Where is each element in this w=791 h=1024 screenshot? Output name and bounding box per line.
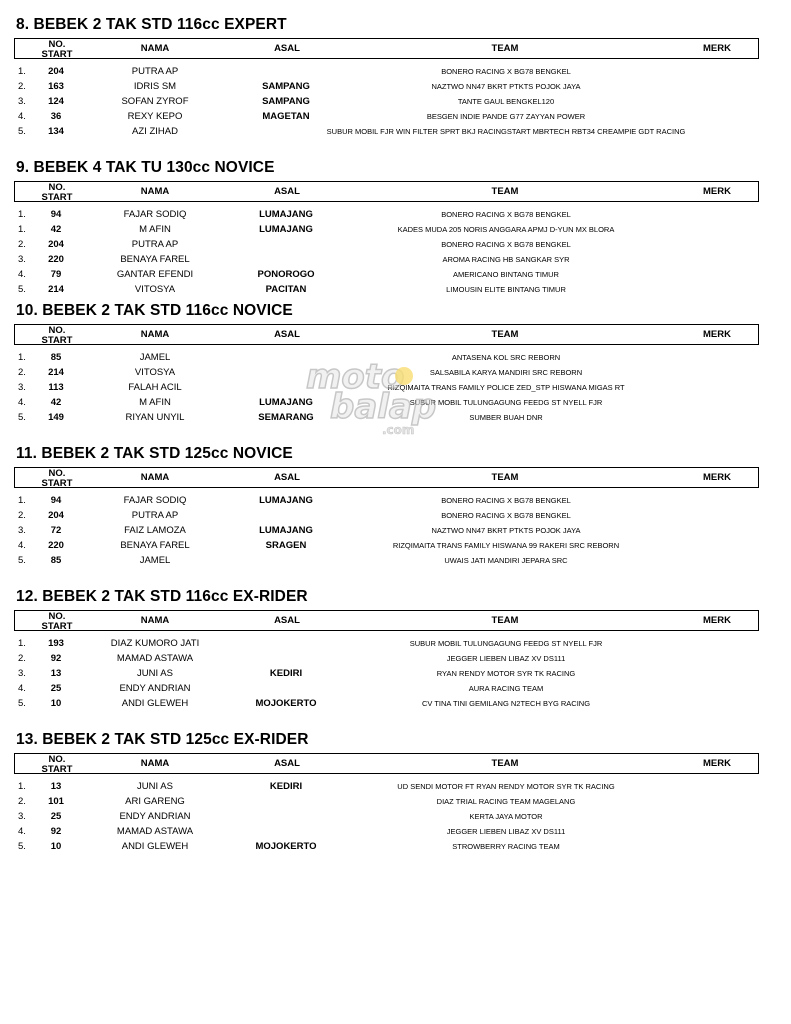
header-nama: NAMA <box>140 43 170 54</box>
table-header <box>14 467 759 488</box>
table-row <box>0 652 791 667</box>
row-origin: MOJOKERTO <box>255 841 317 852</box>
row-position: 2. <box>18 81 26 92</box>
table-row <box>0 208 791 223</box>
table-row <box>0 110 791 125</box>
table-row <box>0 366 791 381</box>
row-team: BONERO RACING X BG78 BENGKEL <box>441 496 571 505</box>
row-team: BONERO RACING X BG78 BENGKEL <box>441 210 571 219</box>
row-start-number: 214 <box>48 284 64 295</box>
section-title: 9. BEBEK 4 TAK TU 130cc NOVICE <box>16 159 275 176</box>
row-origin: KEDIRI <box>269 668 303 679</box>
table-row <box>0 351 791 366</box>
table-header <box>14 610 759 631</box>
row-team: UWAIS JATI MANDIRI JEPARA SRC <box>444 556 568 565</box>
row-team: TANTE GAUL BENGKEL120 <box>457 97 555 106</box>
row-team: NAZTWO NN47 BKRT PTKTS POJOK JAYA <box>431 82 581 91</box>
section-title: 10. BEBEK 2 TAK STD 116cc NOVICE <box>16 302 293 319</box>
header-merk: MERK <box>703 186 731 197</box>
row-team: KADES MUDA 205 NORIS ANGGARA APMJ D-YUN MX BLORA <box>397 225 615 234</box>
table-row <box>0 65 791 80</box>
row-team: AMERICANO BINTANG TIMUR <box>453 270 559 279</box>
row-team: SUMBER BUAH DNR <box>469 413 543 422</box>
row-position: 3. <box>18 668 26 679</box>
row-rider-name: ANDI GLEWEH <box>121 841 189 852</box>
table-row <box>0 637 791 652</box>
table-header <box>14 181 759 202</box>
row-position: 3. <box>18 811 26 822</box>
table-row <box>0 125 791 140</box>
header-asal: ASAL <box>274 472 300 483</box>
row-rider-name: JUNI AS <box>137 668 173 679</box>
table-row <box>0 411 791 426</box>
row-start-number: 220 <box>48 254 64 265</box>
row-rider-name: JAMEL <box>139 352 171 363</box>
header-team: TEAM <box>491 615 519 626</box>
header-merk: MERK <box>703 758 731 769</box>
watermark-word-1: moto <box>306 357 405 397</box>
table-row <box>0 268 791 283</box>
row-origin: LUMAJANG <box>259 525 313 536</box>
header-no-start: NO. START <box>41 754 73 775</box>
row-position: 5. <box>18 555 26 566</box>
row-team: SALSABILA KARYA MANDIRI SRC REBORN <box>429 368 583 377</box>
row-position: 5. <box>18 126 26 137</box>
row-rider-name: JAMEL <box>139 555 171 566</box>
section-title: 12. BEBEK 2 TAK STD 116cc EX-RIDER <box>16 588 308 605</box>
row-start-number: 204 <box>48 239 64 250</box>
row-start-number: 10 <box>50 698 62 709</box>
row-position: 2. <box>18 510 26 521</box>
row-origin: MAGETAN <box>262 111 310 122</box>
header-team: TEAM <box>491 472 519 483</box>
table-header <box>14 38 759 59</box>
row-position: 3. <box>18 382 26 393</box>
section-title: 11. BEBEK 2 TAK STD 125cc NOVICE <box>16 445 293 462</box>
table-row <box>0 80 791 95</box>
row-start-number: 25 <box>50 811 62 822</box>
row-position: 2. <box>18 367 26 378</box>
row-origin: LUMAJANG <box>259 495 313 506</box>
row-position: 2. <box>18 239 26 250</box>
row-position: 5. <box>18 841 26 852</box>
table-row <box>0 494 791 509</box>
row-start-number: 25 <box>50 683 62 694</box>
row-team: AROMA RACING HB SANGKAR SYR <box>442 255 570 264</box>
table-row <box>0 95 791 110</box>
table-row <box>0 396 791 411</box>
row-rider-name: AZI ZIHAD <box>132 126 178 137</box>
row-team: ANTASENA KOL SRC REBORN <box>451 353 561 362</box>
row-start-number: 42 <box>50 224 62 235</box>
row-origin: SAMPANG <box>262 96 310 107</box>
header-nama: NAMA <box>140 758 170 769</box>
row-start-number: 36 <box>50 111 62 122</box>
row-origin: PONOROGO <box>257 269 315 280</box>
row-origin: SEMARANG <box>258 412 314 423</box>
row-origin: MOJOKERTO <box>255 698 317 709</box>
row-team: LIMOUSIN ELITE BINTANG TIMUR <box>446 285 566 294</box>
row-position: 1. <box>18 638 26 649</box>
row-rider-name: VITOSYA <box>134 284 176 295</box>
header-team: TEAM <box>491 43 519 54</box>
header-no-start: NO. START <box>41 468 73 489</box>
row-start-number: 193 <box>48 638 64 649</box>
row-rider-name: PUTRA AP <box>131 239 179 250</box>
row-position: 4. <box>18 397 26 408</box>
table-row <box>0 810 791 825</box>
row-start-number: 42 <box>50 397 62 408</box>
row-rider-name: REXY KEPO <box>127 111 183 122</box>
row-rider-name: PUTRA AP <box>131 66 179 77</box>
row-start-number: 134 <box>48 126 64 137</box>
header-asal: ASAL <box>274 615 300 626</box>
row-start-number: 101 <box>48 796 64 807</box>
section-title: 8. BEBEK 2 TAK STD 116cc EXPERT <box>16 16 287 33</box>
header-merk: MERK <box>703 615 731 626</box>
table-row <box>0 539 791 554</box>
row-rider-name: PUTRA AP <box>131 510 179 521</box>
row-rider-name: SOFAN ZYROF <box>121 96 189 107</box>
row-team: BONERO RACING X BG78 BENGKEL <box>441 240 571 249</box>
row-position: 1. <box>18 781 26 792</box>
row-start-number: 124 <box>48 96 64 107</box>
table-row <box>0 524 791 539</box>
table-row <box>0 509 791 524</box>
header-nama: NAMA <box>140 472 170 483</box>
table-row <box>0 554 791 569</box>
row-start-number: 85 <box>50 352 62 363</box>
row-rider-name: FAJAR SODIQ <box>123 495 187 506</box>
row-position: 3. <box>18 254 26 265</box>
table-row <box>0 283 791 298</box>
row-start-number: 163 <box>48 81 64 92</box>
table-row <box>0 238 791 253</box>
row-team: AURA RACING TEAM <box>468 684 544 693</box>
row-team: RYAN RENDY MOTOR SYR TK RACING <box>436 669 576 678</box>
header-team: TEAM <box>491 329 519 340</box>
row-position: 5. <box>18 698 26 709</box>
header-no-start: NO. START <box>41 611 73 632</box>
header-asal: ASAL <box>274 758 300 769</box>
watermark-word-2: balap <box>330 387 437 427</box>
row-origin: SAMPANG <box>262 81 310 92</box>
row-position: 1. <box>18 209 26 220</box>
row-start-number: 10 <box>50 841 62 852</box>
table-row <box>0 253 791 268</box>
row-rider-name: MAMAD ASTAWA <box>116 653 194 664</box>
row-position: 3. <box>18 525 26 536</box>
header-no-start: NO. START <box>41 182 73 203</box>
row-rider-name: VITOSYA <box>134 367 176 378</box>
row-team: JEGGER LIEBEN LIBAZ XV DS111 <box>446 654 566 663</box>
row-start-number: 92 <box>50 826 62 837</box>
header-nama: NAMA <box>140 615 170 626</box>
row-start-number: 85 <box>50 555 62 566</box>
row-team: SUBUR MOBIL TULUNGAGUNG FEEDG ST NYELL FJR <box>409 398 603 407</box>
row-position: 5. <box>18 284 26 295</box>
row-rider-name: FAIZ LAMOZA <box>124 525 186 536</box>
row-rider-name: IDRIS SM <box>133 81 177 92</box>
row-position: 4. <box>18 269 26 280</box>
row-rider-name: BENAYA FAREL <box>120 540 190 551</box>
table-header <box>14 753 759 774</box>
header-team: TEAM <box>491 758 519 769</box>
table-row <box>0 381 791 396</box>
row-start-number: 13 <box>50 668 62 679</box>
header-asal: ASAL <box>274 329 300 340</box>
row-rider-name: JUNI AS <box>137 781 173 792</box>
row-rider-name: M AFIN <box>139 224 171 235</box>
header-merk: MERK <box>703 472 731 483</box>
row-team: UD SENDI MOTOR FT RYAN RENDY MOTOR SYR TK RACING <box>397 782 615 791</box>
row-start-number: 204 <box>48 66 64 77</box>
row-team: JEGGER LIEBEN LIBAZ XV DS111 <box>446 827 566 836</box>
row-start-number: 113 <box>48 382 64 393</box>
row-origin: KEDIRI <box>269 781 303 792</box>
row-team: DIAZ TRIAL RACING TEAM MAGELANG <box>436 797 576 806</box>
row-origin: LUMAJANG <box>259 209 313 220</box>
row-position: 4. <box>18 540 26 551</box>
row-team: SUBUR MOBIL FJR WIN FILTER SPRT BKJ RACINGSTART MBRTECH RBT34 CREAMPIE GDT RACING <box>326 127 686 136</box>
header-merk: MERK <box>703 43 731 54</box>
table-row <box>0 825 791 840</box>
table-header <box>14 324 759 345</box>
header-no-start: NO. START <box>41 39 73 60</box>
table-row <box>0 795 791 810</box>
row-rider-name: GANTAR EFENDI <box>116 269 194 280</box>
row-team: STROWBERRY RACING TEAM <box>452 842 560 851</box>
row-rider-name: ANDI GLEWEH <box>121 698 189 709</box>
header-nama: NAMA <box>140 329 170 340</box>
row-rider-name: FAJAR SODIQ <box>123 209 187 220</box>
row-position: 4. <box>18 826 26 837</box>
header-nama: NAMA <box>140 186 170 197</box>
row-team: BESGEN INDIE PANDE G77 ZAYYAN POWER <box>426 112 586 121</box>
row-position: 1. <box>18 66 26 77</box>
row-rider-name: BENAYA FAREL <box>120 254 190 265</box>
row-team: SUBUR MOBIL TULUNGAGUNG FEEDG ST NYELL FJR <box>409 639 603 648</box>
table-row <box>0 840 791 855</box>
row-position: 4. <box>18 683 26 694</box>
row-rider-name: FALAH ACIL <box>128 382 182 393</box>
row-start-number: 220 <box>48 540 64 551</box>
row-start-number: 79 <box>50 269 62 280</box>
header-asal: ASAL <box>274 186 300 197</box>
section-title: 13. BEBEK 2 TAK STD 125cc EX-RIDER <box>16 731 309 748</box>
row-team: KERTA JAYA MOTOR <box>469 812 543 821</box>
table-row <box>0 667 791 682</box>
row-position: 1. <box>18 495 26 506</box>
row-start-number: 94 <box>50 495 62 506</box>
row-position: 2. <box>18 653 26 664</box>
header-merk: MERK <box>703 329 731 340</box>
row-rider-name: DIAZ KUMORO JATI <box>110 638 200 649</box>
row-rider-name: RIYAN UNYIL <box>125 412 185 423</box>
row-position: 3. <box>18 96 26 107</box>
row-rider-name: ARI GARENG <box>125 796 185 807</box>
row-origin: LUMAJANG <box>259 397 313 408</box>
row-team: CV TINA TINI GEMILANG N2TECH BYG RACING <box>421 699 591 708</box>
row-origin: SRAGEN <box>265 540 307 551</box>
row-rider-name: ENDY ANDRIAN <box>119 683 191 694</box>
row-team: BONERO RACING X BG78 BENGKEL <box>441 67 571 76</box>
row-position: 2. <box>18 796 26 807</box>
table-row <box>0 682 791 697</box>
row-origin: PACITAN <box>265 284 307 295</box>
row-position: 4. <box>18 111 26 122</box>
row-start-number: 214 <box>48 367 64 378</box>
row-rider-name: MAMAD ASTAWA <box>116 826 194 837</box>
table-row <box>0 697 791 712</box>
row-origin: LUMAJANG <box>259 224 313 235</box>
table-row <box>0 780 791 795</box>
row-position: 5. <box>18 412 26 423</box>
header-team: TEAM <box>491 186 519 197</box>
row-team: RIZQIMAITA TRANS FAMILY POLICE ZED_STP HISWANA MIGAS RT <box>387 383 625 392</box>
watermark-domain: .com <box>382 423 415 437</box>
row-start-number: 149 <box>48 412 64 423</box>
row-position: 1. <box>18 224 26 235</box>
header-asal: ASAL <box>274 43 300 54</box>
row-rider-name: M AFIN <box>139 397 171 408</box>
row-team: BONERO RACING X BG78 BENGKEL <box>441 511 571 520</box>
row-rider-name: ENDY ANDRIAN <box>119 811 191 822</box>
row-team: NAZTWO NN47 BKRT PTKTS POJOK JAYA <box>431 526 581 535</box>
row-team: RIZQIMAITA TRANS FAMILY HISWANA 99 RAKERI SRC REBORN <box>392 541 620 550</box>
row-start-number: 92 <box>50 653 62 664</box>
row-start-number: 13 <box>50 781 62 792</box>
header-no-start: NO. START <box>41 325 73 346</box>
row-start-number: 204 <box>48 510 64 521</box>
row-position: 1. <box>18 352 26 363</box>
row-start-number: 72 <box>50 525 62 536</box>
table-row <box>0 223 791 238</box>
row-start-number: 94 <box>50 209 62 220</box>
